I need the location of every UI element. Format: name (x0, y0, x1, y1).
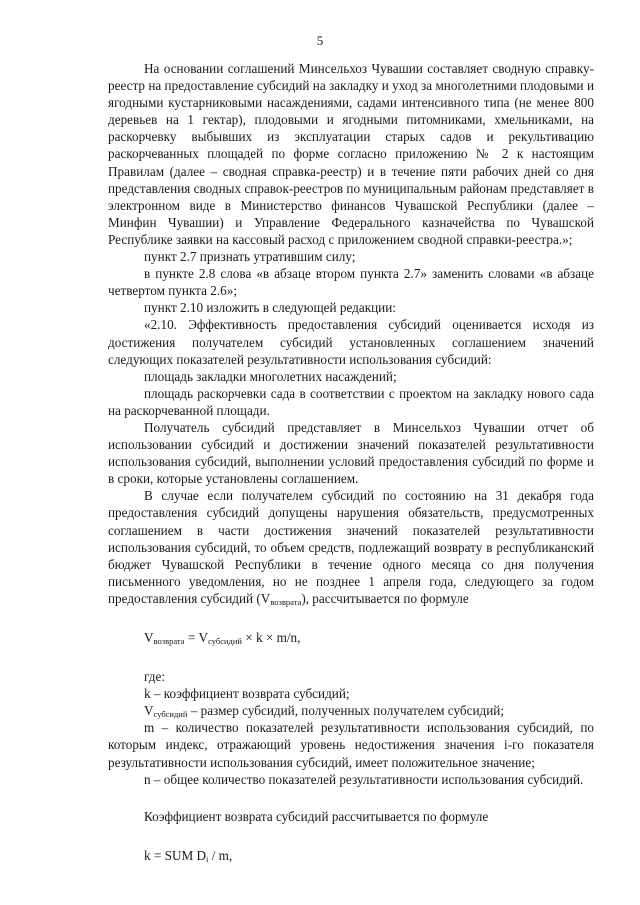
definition-v-subsidy: $V_{субсидий}$ – размер субсидий, полученных получателем субсидий; (144, 703, 504, 720)
where-label: где: (144, 669, 165, 685)
coefficient-formula: k = SUM $D_i$ / m, (144, 847, 233, 864)
page-number: 5 (316, 33, 324, 48)
coefficient-intro: Коэффициент возврата субсидий рассчитывается по формуле (144, 808, 489, 824)
paragraph-refund-case: В случае если получателем субсидий по состоянию на 31 декабря года предоставления субсидий допущены нарушения обязательств, предусмотренных соглашением в части достижения значений показателей результативности использования субсидий, то объем средств, подлежащий возврату в республиканский бюджет Чувашской Республики в течение одного месяца со дня получения письменного уведомления, но не позднее 1 апреля года, следующего за годом предоставления субсидий $(V_{возврата})$, рассчитывается по формуле (108, 488, 594, 607)
paragraph-indicator-planting-area: площадь закладки многолетних насаждений; (144, 368, 397, 384)
definition-n: n – общее количество показателей результативности использования субсидий. (144, 771, 584, 787)
paragraph-item-2-10-intro: пункт 2.10 изложить в следующей редакции: (144, 300, 396, 316)
paragraph-indicator-uprooting-area: площадь раскорчевки сада в соответствии с проектом на закладку нового сада на раскорчеванной площади. (108, 385, 594, 418)
paragraph-consolidated-registry: На основании соглашений Минсельхоз Чувашии составляет сводную справку-реестр на предоставление субсидий на закладку и уход за многолетними плодовыми и ягодными кустарниковыми насаждениями, садами интенсивного типа (не менее 800 деревьев на 1 гектар), плодовыми и ягодными питомниками, хмельниками, на раскорчевку выбывших из эксплуатации старых садов и рекультивацию раскорчеванных площадей по форме согласно приложению № 2 к настоящим Правилам (далее – сводная справка-реестр) и в течение пяти рабочих дней со дня представления сводных справок-реестров по муниципальным районам представляет в электронном виде в Министерство финансов Чувашской Республики (далее – Минфин Чувашии) и Управление Федерального казначейства по Чувашской Республике заявки на кассовый расход с приложением сводной справки-реестра.»; (108, 61, 594, 247)
paragraph-efficiency: «2.10. Эффективность предоставления субсидий оценивается исходя из достижения получателем субсидий установленных соглашением значений следующих показателей результативности использования субсидий: (108, 317, 594, 367)
refund-formula: $V_{возврата} = V_{субсидий} \times k \times m/n$, (144, 630, 301, 646)
paragraph-report: Получатель субсидий представляет в Минсельхоз Чувашии отчет об использовании субсидий и достижении значений показателей результативности использования субсидий, выполнении условий предоставления субсидий по форме и в сроки, которые установлены соглашением. (108, 419, 594, 487)
paragraph-item-2-7: пункт 2.7 признать утратившим силу; (144, 249, 356, 265)
paragraph-item-2-8: в пункте 2.8 слова «в абзаце втором пункта 2.7» заменить словами «в абзаце четвертом пункта 2.6»; (108, 266, 594, 299)
definition-k: k – коэффициент возврата субсидий; (144, 686, 350, 702)
definition-m: m – количество показателей результативности использования субсидий, по которым индекс, отражающий уровень недостижения значения i-го показателя результативности использования субсидий, имеет положительное значение; (108, 720, 594, 770)
document-body (108, 60, 594, 886)
